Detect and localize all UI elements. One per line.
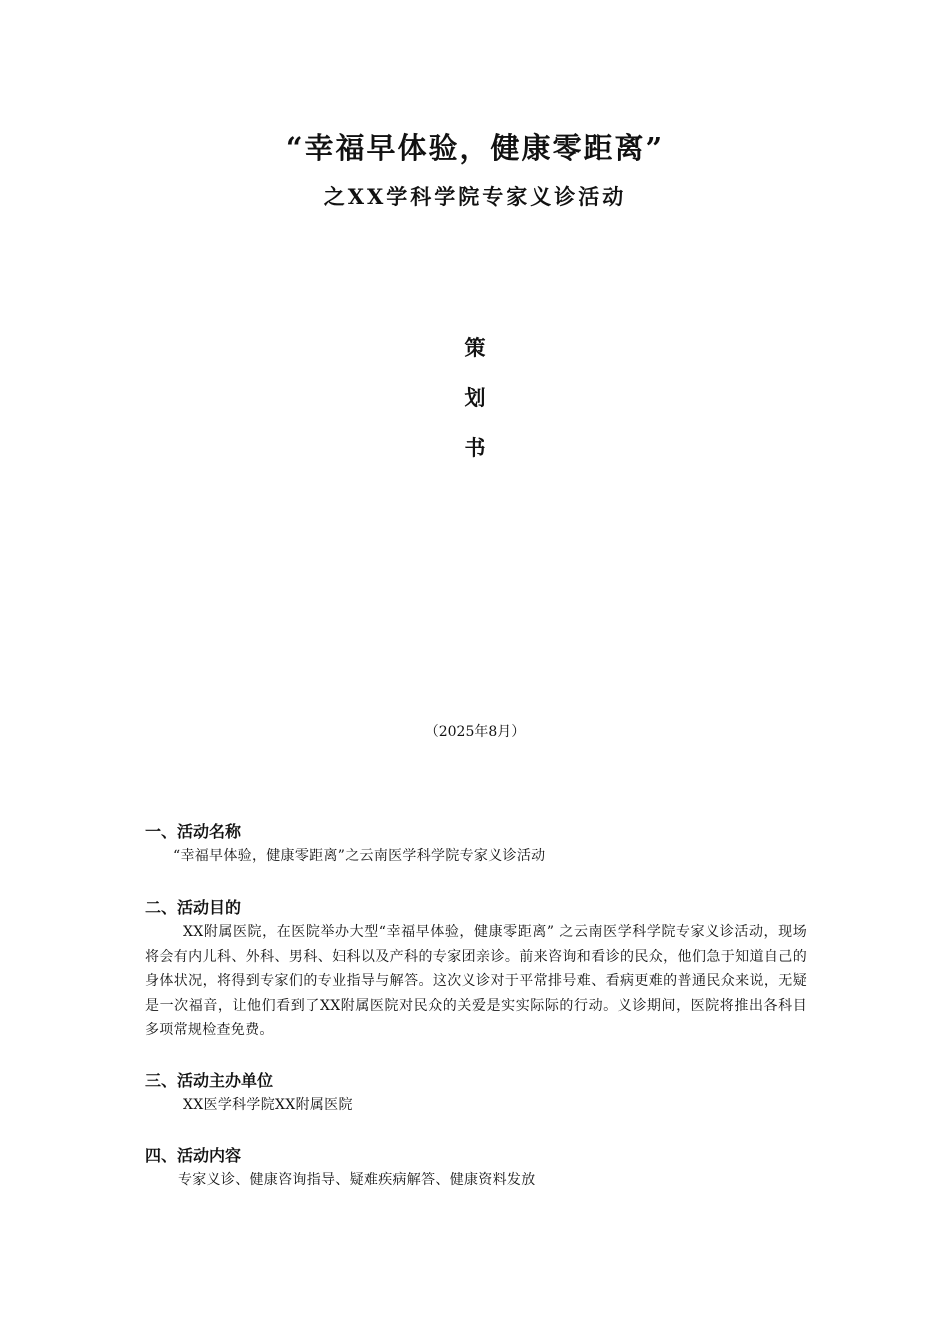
section-heading: 二、活动目的 xyxy=(145,898,242,917)
section-body: XX附属医院，在医院举办大型“幸福早体验，健康零距离” 之云南医学科学院专家义诊活动，现场将会有内儿科、外科、男科、妇科以及产科的专家团亲诊。前来咨询和看诊的民众，他们急于知道自己的身体状况，将得到专家们的专业指导与解答。这次义诊对于平常排号难、看病更难的普通民众来说，无疑是一次福音，让他们看到了XX附属医院对民众的关爱是实实际际的行动。义诊期间，医院将推出各科目多项常规检查免费。 xyxy=(145,924,807,1038)
doc-type-char-1: 策 xyxy=(464,335,486,360)
document-title: “幸福早体验，健康零距离” xyxy=(285,131,665,165)
section-activity-content xyxy=(145,1144,807,1193)
section-heading: 一、活动名称 xyxy=(145,822,242,841)
section-body: 专家义诊、健康咨询指导、疑难疾病解答、健康资料发放 xyxy=(178,1172,536,1188)
section-activity-purpose xyxy=(145,896,807,1043)
section-activity-name xyxy=(145,820,807,869)
doc-type-char-3: 书 xyxy=(464,435,486,460)
section-body: XX医学科学院XX附属医院 xyxy=(183,1097,353,1113)
section-body: “幸福早体验，健康零距离”之云南医学科学院专家义诊活动 xyxy=(173,848,546,864)
section-heading: 四、活动内容 xyxy=(145,1146,242,1165)
section-organizer xyxy=(145,1069,807,1118)
document-subtitle: 之XX学科学院专家义诊活动 xyxy=(323,184,627,209)
section-heading: 三、活动主办单位 xyxy=(145,1071,274,1090)
doc-type-char-2: 划 xyxy=(464,385,486,410)
document-date: （2025年8月） xyxy=(424,724,526,740)
